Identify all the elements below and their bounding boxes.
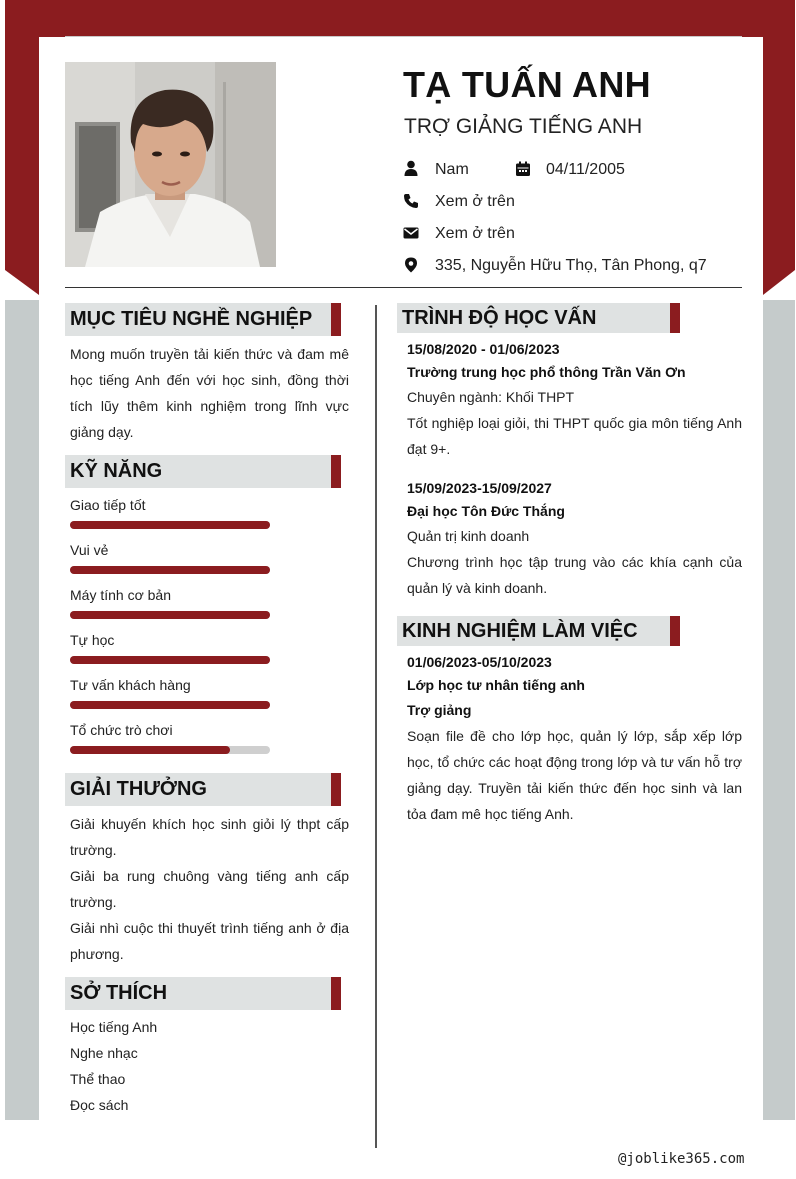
skill-bar <box>70 611 270 619</box>
skills-heading <box>65 455 341 488</box>
candidate-name: TẠ TUẤN ANH <box>403 64 651 105</box>
email-value: Xem ở trên <box>435 225 515 242</box>
gender-value: Nam <box>435 161 469 178</box>
skills-title: KỸ NĂNG <box>70 460 163 482</box>
top-rule <box>65 36 742 37</box>
user-icon <box>403 160 419 176</box>
hobbies-heading <box>65 977 341 1010</box>
objective-text: Mong muốn truyền tải kiến thức và đam mê học tiếng Anh đến với học sinh, đồng thời tích lũy thêm kinh nghiệm trong lĩnh vực giảng dạy. <box>70 346 349 440</box>
education-major: Quản trị kinh doanh <box>407 528 530 544</box>
experience-date: 01/06/2023-05/10/2023 <box>407 654 552 670</box>
hobbies-title: SỞ THÍCH <box>70 982 168 1004</box>
objective-title: MỤC TIÊU NGHỀ NGHIỆP <box>70 308 313 330</box>
education-date: 15/09/2023-15/09/2027 <box>407 480 552 496</box>
skill-label: Giao tiếp tốt <box>70 497 146 513</box>
header-rule <box>65 287 742 288</box>
hobby-item: Nghe nhạc <box>70 1045 138 1061</box>
skill-bar-fill <box>70 521 270 529</box>
award-item: Giải khuyến khích học sinh giỏi lý thpt cấp trường. <box>70 816 349 858</box>
envelope-icon <box>403 225 419 241</box>
skill-bar <box>70 656 270 664</box>
profile-photo-illustration <box>65 62 276 267</box>
skill-bar <box>70 521 270 529</box>
heading-accent <box>331 977 341 1010</box>
footer-watermark: @joblike365.com <box>618 1151 745 1167</box>
heading-accent <box>670 616 680 646</box>
experience-title: KINH NGHIỆM LÀM VIỆC <box>402 620 638 642</box>
education-school: Trường trung học phổ thông Trần Văn Ơn <box>407 364 686 380</box>
skill-label: Tổ chức trò chơi <box>70 722 173 738</box>
heading-accent <box>670 303 680 333</box>
awards-title: GIẢI THƯỞNG <box>70 778 207 800</box>
heading-accent <box>331 455 341 488</box>
education-title: TRÌNH ĐỘ HỌC VẤN <box>402 307 597 329</box>
candidate-position: TRỢ GIẢNG TIẾNG ANH <box>404 115 643 138</box>
column-divider <box>375 305 377 1148</box>
awards-heading <box>65 773 341 806</box>
heading-accent <box>331 773 341 806</box>
heading-accent <box>331 303 341 336</box>
skill-bar-fill <box>70 656 270 664</box>
skill-label: Tư vấn khách hàng <box>70 677 191 693</box>
education-desc: Tốt nghiệp loại giỏi, thi THPT quốc gia môn tiếng Anh đạt 9+. <box>407 415 742 457</box>
phone-icon <box>403 193 419 209</box>
skill-bar-fill <box>70 611 270 619</box>
education-desc: Chương trình học tập trung vào các khía cạnh của quản lý và kinh doanh. <box>407 554 742 596</box>
phone-value: Xem ở trên <box>435 193 515 210</box>
experience-heading <box>397 616 680 646</box>
skill-bar <box>70 566 270 574</box>
skill-label: Vui vẻ <box>70 542 109 558</box>
skill-bar-fill <box>70 566 270 574</box>
award-item: Giải nhì cuộc thi thuyết trình tiếng anh ở địa phương. <box>70 920 349 962</box>
education-major: Chuyên ngành: Khối THPT <box>407 389 575 405</box>
map-pin-icon <box>403 257 419 273</box>
experience-desc: Soạn file đề cho lớp học, quản lý lớp, sắp xếp lớp học, tổ chức các hoạt động trong lớp và tư vấn hỗ trợ giảng dạy. Truyền tải kiến thức đến học sinh và lan tỏa đam mê học tiếng Anh. <box>407 728 742 822</box>
education-date: 15/08/2020 - 01/06/2023 <box>407 341 560 357</box>
skill-bar <box>70 746 270 754</box>
experience-role: Trợ giảng <box>407 702 472 718</box>
right-gray-band <box>763 300 795 1120</box>
education-school: Đại học Tôn Đức Thắng <box>407 503 565 519</box>
left-notch <box>5 270 39 295</box>
skill-label: Tự học <box>70 632 115 648</box>
hobby-item: Thể thao <box>70 1071 126 1087</box>
experience-company: Lớp học tư nhân tiếng anh <box>407 677 585 693</box>
skill-bar <box>70 701 270 709</box>
objective-heading <box>65 303 341 336</box>
award-item: Giải ba rung chuông vàng tiếng anh cấp trường. <box>70 868 349 910</box>
right-notch <box>763 270 795 295</box>
hobby-item: Đọc sách <box>70 1097 129 1113</box>
address-value: 335, Nguyễn Hữu Thọ, Tân Phong, q7 <box>435 257 707 274</box>
left-gray-band <box>5 300 39 1120</box>
skill-bar-fill <box>70 701 270 709</box>
birthday-value: 04/11/2005 <box>546 161 625 178</box>
hobby-item: Học tiếng Anh <box>70 1019 158 1035</box>
skill-label: Máy tính cơ bản <box>70 587 172 603</box>
skill-bar-fill <box>70 746 230 754</box>
profile-photo <box>65 62 276 267</box>
calendar-icon <box>515 161 531 177</box>
education-heading <box>397 303 680 333</box>
